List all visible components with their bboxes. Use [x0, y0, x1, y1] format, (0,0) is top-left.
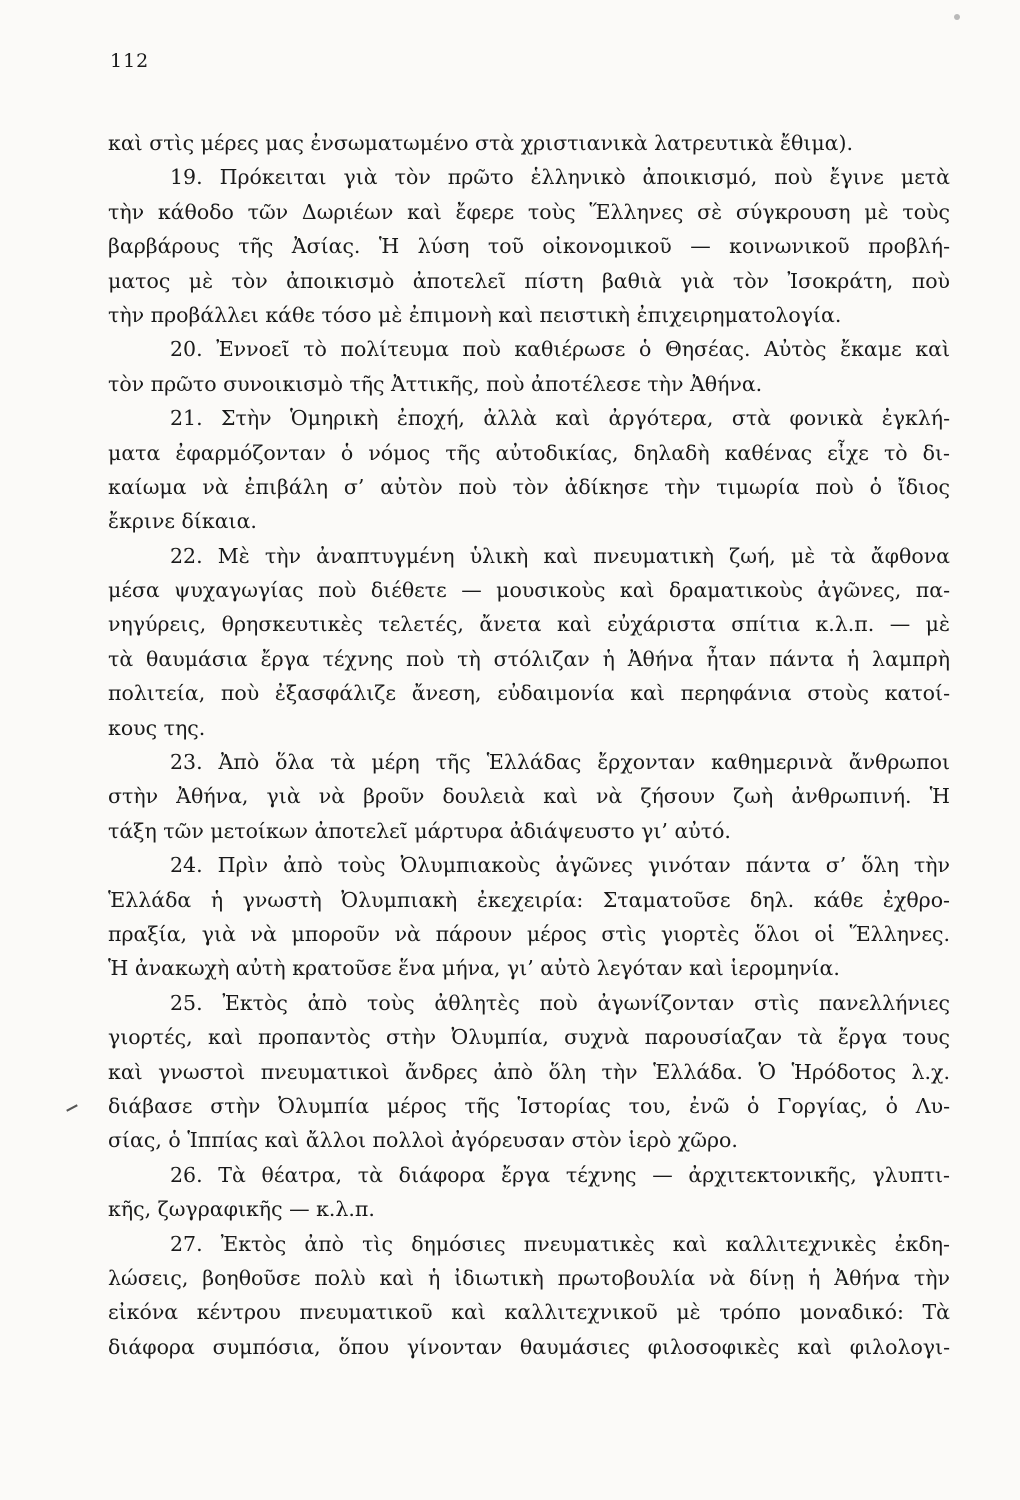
text-line: τάξη τῶν μετοίκων ἀποτελεῖ μάρτυρα ἀδιάψευστο γι’ αὐτό. [108, 818, 731, 843]
text-line: λώσεις, βοηθοῦσε πολὺ καὶ ἡ ἰδιωτικὴ πρωτοβουλία νὰ δίνῃ ἡ Ἀθήνα τὴν [108, 1265, 950, 1290]
text-line: 22. Μὲ τὴν ἀναπτυγμένη ὑλικὴ καὶ πνευματικὴ ζωή, μὲ τὰ ἄφθονα [170, 543, 950, 568]
text-line: γιορτές, καὶ προπαντὸς στὴν Ὀλυμπία, συχνὰ παρουσίαζαν τὰ ἔργα τους [108, 1025, 950, 1050]
text-line: μέσα ψυχαγωγίας ποὺ διέθετε — μουσικοὺς καὶ δραματικοὺς ἀγῶνες, πα- [108, 578, 950, 603]
text-line: τὸν πρῶτο συνοικισμὸ τῆς Ἀττικῆς, ποὺ ἀποτέλεσε τὴν Ἀθήνα. [108, 371, 763, 396]
text-line: διάφορα συμπόσια, ὅπου γίνονταν θαυμάσιες φιλοσοφικὲς καὶ φιλολογι- [108, 1334, 950, 1359]
text-line: 25. Ἐκτὸς ἀπὸ τοὺς ἀθλητὲς ποὺ ἀγωνίζονταν στὶς πανελλήνιες [170, 990, 950, 1015]
paper-speck [954, 14, 960, 20]
text-line: τὴν κάθοδο τῶν Δωριέων καὶ ἔφερε τοὺς Ἕλληνες σὲ σύγκρουση μὲ τοὺς [108, 199, 950, 224]
text-line: καὶ στὶς μέρες μας ἐνσωματωμένο στὰ χριστιανικὰ λατρευτικὰ ἔθιμα). [108, 131, 854, 155]
text-line: καίωμα νὰ ἐπιβάλη σ’ αὐτὸν ποὺ τὸν ἀδίκησε τὴν τιμωρία ποὺ ὁ ἴδιος [108, 474, 950, 499]
text-line: κῆς, ζωγραφικῆς — κ.λ.π. [108, 1197, 375, 1222]
text-line: 26. Τὰ θέατρα, τὰ διάφορα ἔργα τέχνης — ἀρχιτεκτονικῆς, γλυπτι- [170, 1162, 950, 1187]
text-line: νηγύρεις, θρησκευτικὲς τελετές, ἄνετα καὶ εὐχάριστα σπίτια κ.λ.π. — μὲ [108, 612, 950, 637]
text-line: 23. Ἀπὸ ὅλα τὰ μέρη τῆς Ἑλλάδας ἔρχονταν καθημερινὰ ἄνθρωποι [170, 750, 950, 775]
text-line: 24. Πρὶν ἀπὸ τοὺς Ὀλυμπιακοὺς ἀγῶνες γινόταν πάντα σ’ ὅλη τὴν [170, 853, 950, 878]
text-line: βαρβάρους τῆς Ἀσίας. Ἡ λύση τοῦ οἰκονομικοῦ — κοινωνικοῦ προβλή- [108, 234, 950, 259]
text-line: στὴν Ἀθήνα, γιὰ νὰ βροῦν δουλειὰ καὶ νὰ ζήσουν ζωὴ ἀνθρωπινή. Ἡ [108, 784, 950, 809]
text-line: τὰ θαυμάσια ἔργα τέχνης ποὺ τὴ στόλιζαν ἡ Ἀθήνα ἦταν πάντα ἡ λαμπρὴ [108, 646, 950, 671]
text-line: ματα ἐφαρμόζονταν ὁ νόμος τῆς αὐτοδικίας, δηλαδὴ καθένας εἶχε τὸ δι- [108, 440, 950, 465]
text-line: καὶ γνωστοὶ πνευματικοὶ ἄνδρες ἀπὸ ὅλη τὴν Ἑλλάδα. Ὁ Ἡρόδοτος λ.χ. [108, 1059, 950, 1084]
text-line: 19. Πρόκειται γιὰ τὸν πρῶτο ἑλληνικὸ ἀποικισμό, ποὺ ἔγινε μετὰ [170, 165, 950, 190]
page-number: 112 [110, 50, 150, 72]
text-line: διάβασε στὴν Ὀλυμπία μέρος τῆς Ἱστορίας του, ἐνῶ ὁ Γοργίας, ὁ Λυ- [108, 1093, 950, 1118]
text-line: Ἡ ἀνακωχὴ αὐτὴ κρατοῦσε ἕνα μήνα, γι’ αὐτὸ λεγόταν καὶ ἱερομηνία. [108, 956, 840, 981]
text-line: 21. Στὴν Ὁμηρικὴ ἐποχή, ἀλλὰ καὶ ἀργότερα, στὰ φονικὰ ἐγκλή- [170, 406, 950, 431]
footnotes-text [108, 126, 950, 1364]
margin-mark [66, 1104, 78, 1111]
text-line: εἰκόνα κέντρου πνευματικοῦ καὶ καλλιτεχνικοῦ μὲ τρόπο μοναδικό: Τὰ [108, 1300, 950, 1325]
text-line: Ἑλλάδα ἡ γνωστὴ Ὀλυμπιακὴ ἐκεχειρία: Σταματοῦσε δηλ. κάθε ἐχθρο- [108, 887, 950, 912]
text-line: πραξία, γιὰ νὰ μποροῦν νὰ πάρουν μέρος στὶς γιορτὲς ὅλοι οἱ Ἕλληνες. [108, 921, 950, 946]
text-line: 27. Ἐκτὸς ἀπὸ τὶς δημόσιες πνευματικὲς καὶ καλλιτεχνικὲς ἐκδη- [170, 1231, 950, 1256]
text-line: ματος μὲ τὸν ἀποικισμὸ ἀποτελεῖ πίστη βαθιὰ γιὰ τὸν Ἰσοκράτη, ποὺ [108, 268, 950, 293]
text-line: πολιτεία, ποὺ ἐξασφάλιζε ἄνεση, εὐδαιμονία καὶ περηφάνια στοὺς κατοί- [108, 681, 950, 706]
text-line: κους της. [108, 715, 206, 740]
text-line: 20. Ἐννοεῖ τὸ πολίτευμα ποὺ καθιέρωσε ὁ Θησέας. Αὐτὸς ἔκαμε καὶ [170, 337, 950, 362]
text-line: σίας, ὁ Ἱππίας καὶ ἄλλοι πολλοὶ ἀγόρευσαν στὸν ἱερὸ χῶρο. [108, 1128, 738, 1153]
text-line: τὴν προβάλλει κάθε τόσο μὲ ἐπιμονὴ καὶ πειστικὴ ἐπιχειρηματολογία. [108, 302, 842, 327]
text-line: ἔκρινε δίκαια. [108, 509, 257, 534]
